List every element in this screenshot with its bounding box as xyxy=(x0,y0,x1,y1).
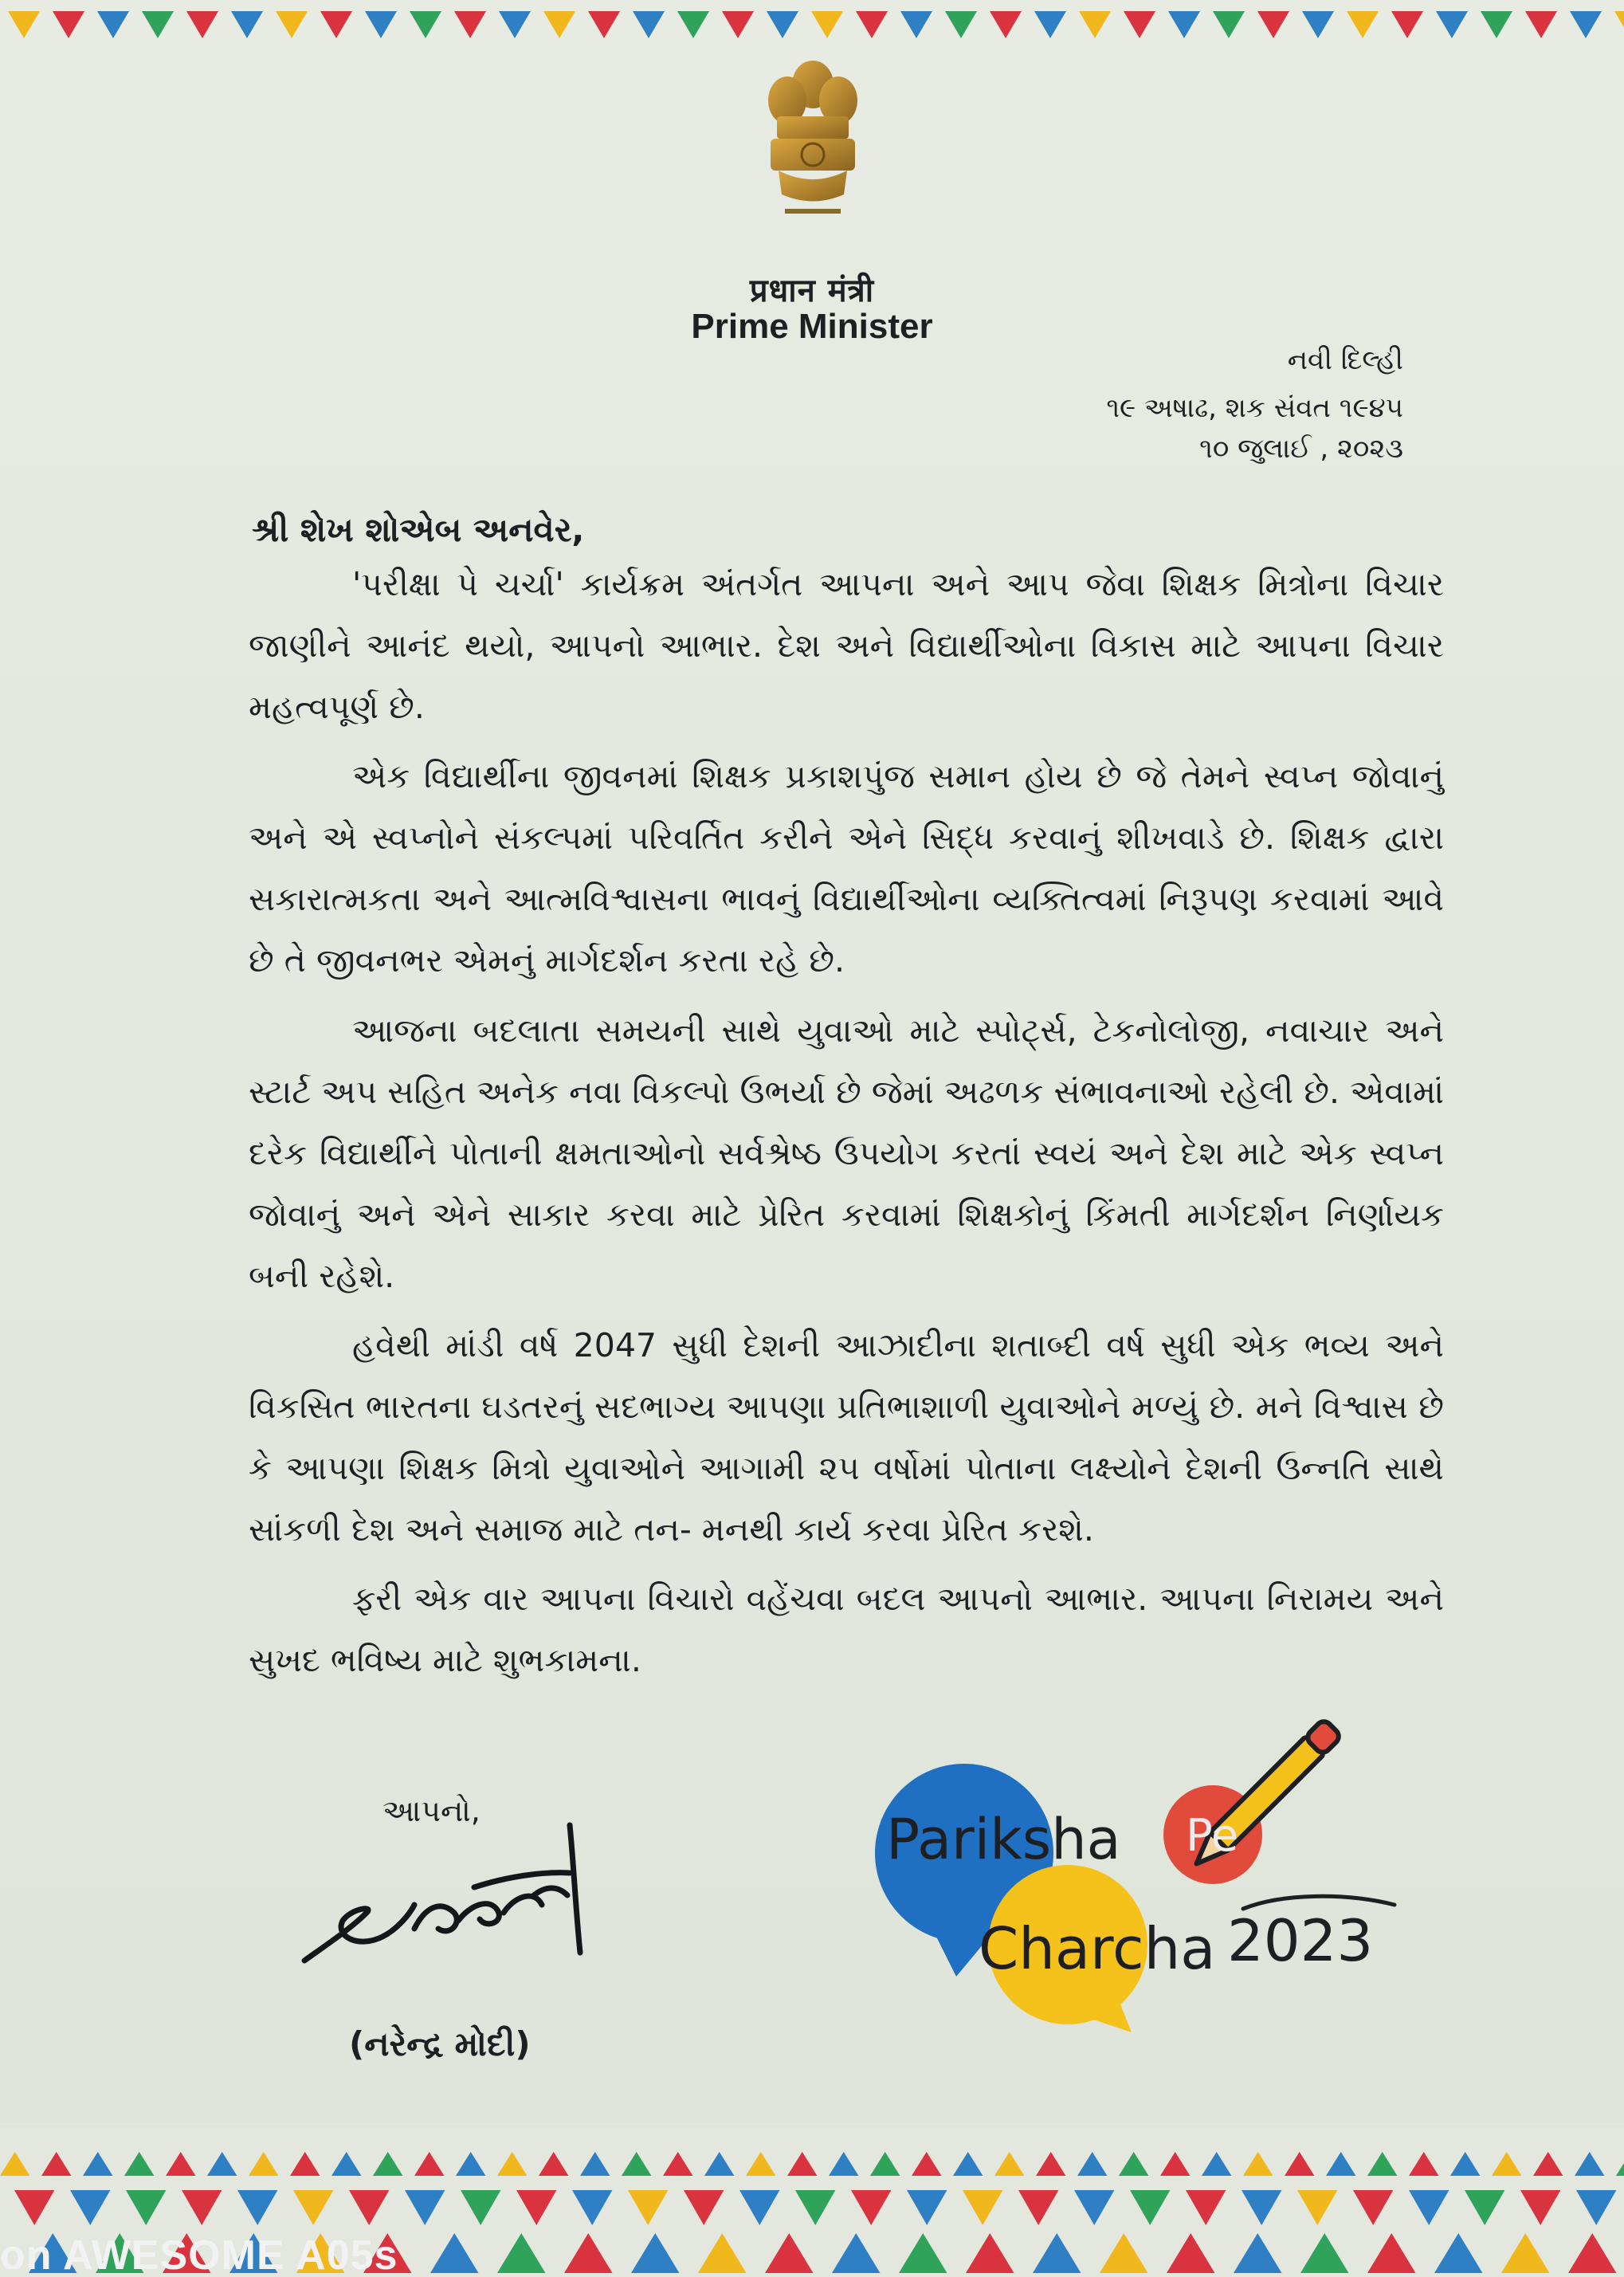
border-triangle xyxy=(767,11,798,38)
border-triangle xyxy=(1079,11,1111,38)
border-triangle xyxy=(410,11,441,38)
office-title-english: Prime Minister xyxy=(691,307,933,346)
border-triangle xyxy=(633,11,665,38)
border-triangle xyxy=(1436,11,1468,38)
border-triangle xyxy=(1481,11,1512,38)
logo-word-charcha: Charcha xyxy=(979,1915,1216,1982)
border-triangle xyxy=(1525,11,1557,38)
signature xyxy=(295,1809,606,1985)
date-gregorian: ૧૦ જુલાઈ , ૨૦૨૩ xyxy=(1199,433,1403,465)
border-triangle xyxy=(499,11,531,38)
logo-word-pe: Pe xyxy=(1186,1810,1239,1862)
border-triangle xyxy=(454,11,486,38)
border-triangle xyxy=(1213,11,1245,38)
border-triangle xyxy=(722,11,754,38)
border-triangle xyxy=(543,11,575,38)
camera-watermark: on AWESOME A05s xyxy=(0,2232,398,2277)
border-triangle xyxy=(900,11,932,38)
border-triangle xyxy=(320,11,352,38)
date-city: નવી દિલ્હી xyxy=(1287,344,1403,376)
national-emblem-icon xyxy=(761,53,865,244)
border-triangle xyxy=(1257,11,1289,38)
salutation: શ્રી શેખ શોએબ અનવેર, xyxy=(252,510,585,549)
closing: આપનો, xyxy=(382,1793,481,1828)
paragraph-5: ફરી એક વાર આપના વિચારો વહેંચવા બદલ આપનો આભાર. આપના નિરામય અને સુખદ ભવિષ્ય માટે શુભકામના. xyxy=(249,1580,1444,1680)
border-triangle xyxy=(588,11,620,38)
border-triangle xyxy=(8,11,40,38)
border-triangle xyxy=(1570,11,1602,38)
border-triangle xyxy=(1614,11,1624,38)
border-triangle xyxy=(1168,11,1200,38)
logo-year: 2023 xyxy=(1227,1907,1374,1974)
border-triangle xyxy=(811,11,843,38)
logo-word-pariksha: Pariksha xyxy=(886,1807,1121,1872)
top-decorative-border xyxy=(0,0,1624,48)
border-triangle xyxy=(97,11,129,38)
border-triangle xyxy=(231,11,263,38)
border-triangle xyxy=(276,11,308,38)
border-triangle xyxy=(945,11,977,38)
paragraph-1: 'પરીક્ષા પે ચર્ચા' કાર્યક્રમ અંતર્ગત આપના અને આપ જેવા શિક્ષક મિત્રોના વિચાર જાણીને આનંદ થયો, આપનો આભાર. દેશ અને વિદ્યાર્થીઓના વિકાસ માટે આપના વિચાર મહત્વપૂર્ણ છે. xyxy=(249,565,1444,727)
paragraph-2: એક વિદ્યાર્થીના જીવનમાં શિક્ષક પ્રકાશપુંજ સમાન હોય છે જે તેમને સ્વપ્ન જોવાનું અને એ સ્વપ્નોને સંકલ્પમાં પરિવર્તિત કરીને એને સિદ્ધ કરવાનું શીખવાડે છે. શિક્ષક દ્વારા સકારાત્મકતા અને આત્મવિશ્વાસના ભાવનું વિદ્યાર્થીઓના વ્યક્તિત્વમાં નિરૂપણ કરવામાં આવે છે તે જીવનભર એમનું માર્ગદર્શન કરતા રહે છે. xyxy=(249,757,1444,980)
border-triangle xyxy=(1347,11,1379,38)
border-triangle xyxy=(1391,11,1423,38)
office-title-hindi: प्रधान मंत्री xyxy=(749,273,875,309)
border-triangle xyxy=(1034,11,1066,38)
border-triangle xyxy=(365,11,397,38)
border-triangle xyxy=(990,11,1022,38)
paragraph-3: આજના બદલાતા સમયની સાથે યુવાઓ માટે સ્પોર્ટ્સ, ટેકનોલોજી, નવાચાર અને સ્ટાર્ટ અપ સહિત અનેક નવા વિકલ્પો ઉભર્યા છે જેમાં અઢળક સંભાવનાઓ રહેલી છે. એવામાં દરેક વિદ્યાર્થીને પોતાની ક્ષમતાઓનો સર્વશ્રેષ્ઠ ઉપયોગ કરતાં સ્વયં અને દેશ માટે એક સ્વપ્ન જોવાનું અને એને સાકાર કરવા માટે પ્રેરિત કરવામાં શિક્ષકોનું કિંમતી માર્ગદર્શન નિર્ણાયક બની રહેશે. xyxy=(249,1011,1444,1295)
border-triangle xyxy=(677,11,709,38)
border-triangle xyxy=(142,11,174,38)
date-saka: ૧૯ અષાઢ, શક સંવત ૧૯૪૫ xyxy=(1106,392,1403,424)
paragraph-4: હવેથી માંડી વર્ષ 2047 સુધી દેશની આઝાદીના શતાબ્દી વર્ષ સુધી એક ભવ્ય અને વિકસિત ભારતના ઘડતરનું સદભાગ્ય આપણા પ્રતિભાશાળી યુવાઓને મળ્યું છે. મને વિશ્વાસ છે કે આપણા શિક્ષક મિત્રો યુવાઓને આગામી ૨૫ વર્ષોમાં પોતાના લક્ષ્યોને દેશની ઉન્નતિ સાથે સાંકળી દેશ અને સમાજ માટે તન- મનથી કાર્ય કરવા પ્રેરિત કરશે. xyxy=(249,1325,1444,1549)
pariksha-pe-charcha-logo xyxy=(869,1714,1442,2032)
border-triangle xyxy=(856,11,888,38)
signatory-name: (નરેન્દ્ર મોદી) xyxy=(349,2024,531,2063)
border-triangle xyxy=(186,11,218,38)
letter-body xyxy=(249,554,1444,1699)
border-triangle xyxy=(53,11,84,38)
border-triangle xyxy=(1124,11,1155,38)
border-triangle xyxy=(1302,11,1334,38)
